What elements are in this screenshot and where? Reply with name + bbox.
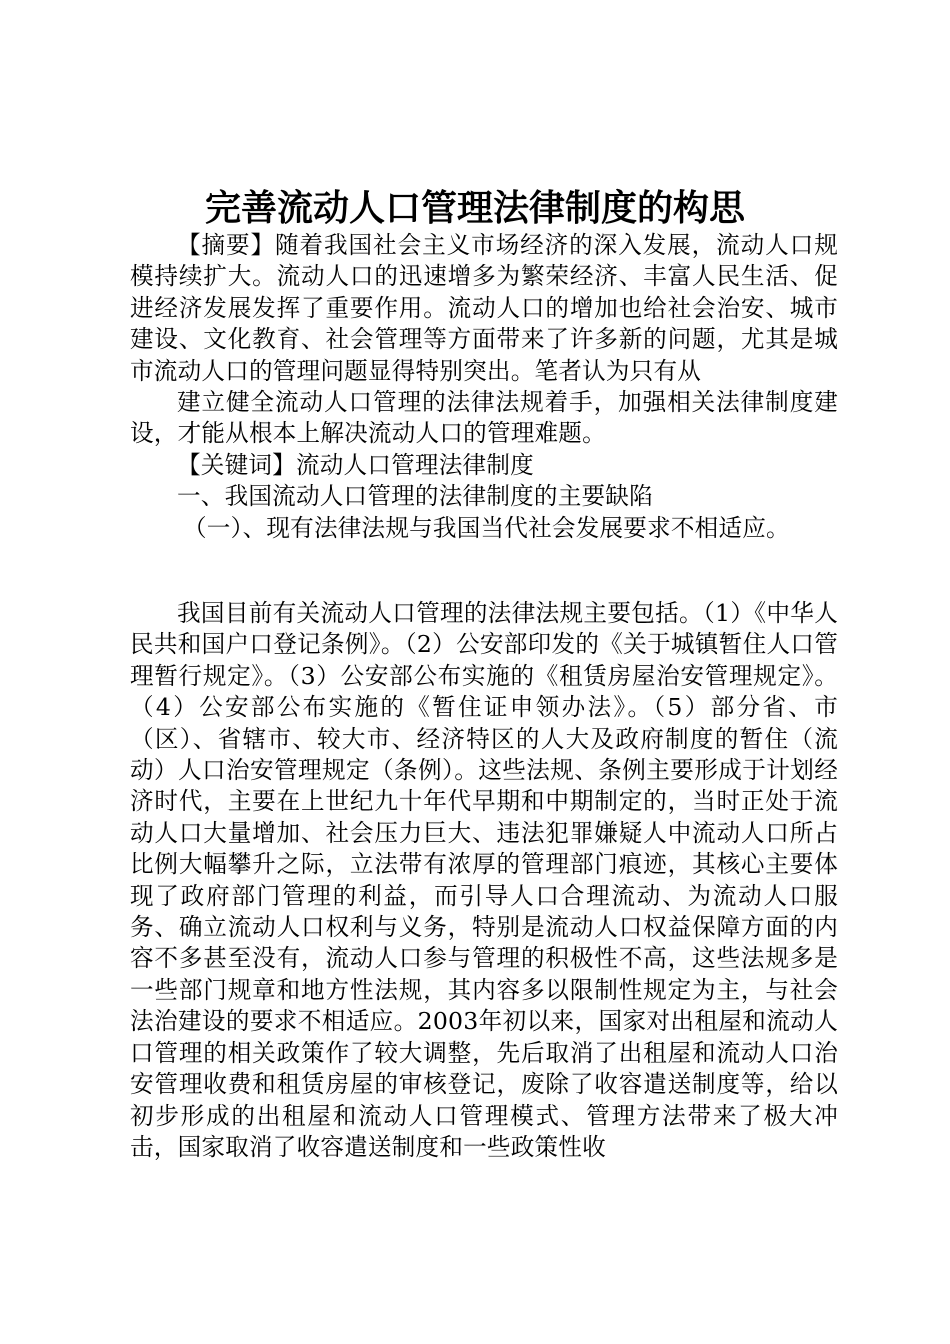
abstract-paragraph-continued: 建立健全流动人口管理的法律法规着手，加强相关法律制度建设，才能从根本上解决流动人口的管理难题。: [130, 388, 838, 448]
subsection-heading: （一）、现有法律法规与我国当代社会发展要求不相适应。: [183, 513, 790, 542]
body-paragraph: 我国目前有关流动人口管理的法律法规主要包括。（1）《中华人民共和国户口登记条例》。（2）公安部印发的《关于城镇暂住人口管理暂行规定》。（3）公安部公布实施的《租赁房屋治安管理规定》。（4）公安部公布实施的《暂住证申领办法》。（5）部分省、市（区）、省辖市、较大市、经济特区的人大及政府制度的暂住（流动）人口治安管理规定（条例）。这些法规、条例主要形成于计划经济时代，主要在上世纪九十年代早期和中期制定的，当时正处于流动人口大量增加、社会压力巨大、违法犯罪嫌疑人中流动人口所占比例大幅攀升之际，立法带有浓厚的管理部门痕迹，其核心主要体现了政府部门管理的利益，而引导人口合理流动、为流动人口服务、确立流动人口权利与义务，特别是流动人口权益保障方面的内容不多甚至没有，流动人口参与管理的积极性不高，这些法规多是一些部门规章和地方性法规，其内容多以限制性规定为主，与社会法治建设的要求不相适应。2003年初以来，国家对出租屋和流动人口管理的相关政策作了较大调整，先后取消了出租屋和流动人口治安管理收费和租赁房屋的审核登记，废除了收容遣送制度等，给以初步形成的出租屋和流动人口管理模式、管理方法带来了极大冲击，国家取消了收容遣送制度和一些政策性收: [130, 599, 838, 1161]
document-title: 完善流动人口管理法律制度的构思: [204, 187, 745, 229]
body-section: [130, 598, 838, 1163]
abstract-paragraph: 【摘要】随着我国社会主义市场经济的深入发展，流动人口规模持续扩大。流动人口的迅速增多为繁荣经济、丰富人民生活、促进经济发展发挥了重要作用。流动人口的增加也给社会治安、城市建设、文化教育、社会管理等方面带来了许多新的问题，尤其是城市流动人口的管理问题显得特别突出。笔者认为只有从: [130, 231, 838, 385]
section-heading: 一、我国流动人口管理的法律制度的主要缺陷: [177, 482, 653, 511]
abstract-section: [130, 230, 838, 544]
keywords-line: 【关键词】流动人口管理法律制度: [177, 450, 534, 479]
